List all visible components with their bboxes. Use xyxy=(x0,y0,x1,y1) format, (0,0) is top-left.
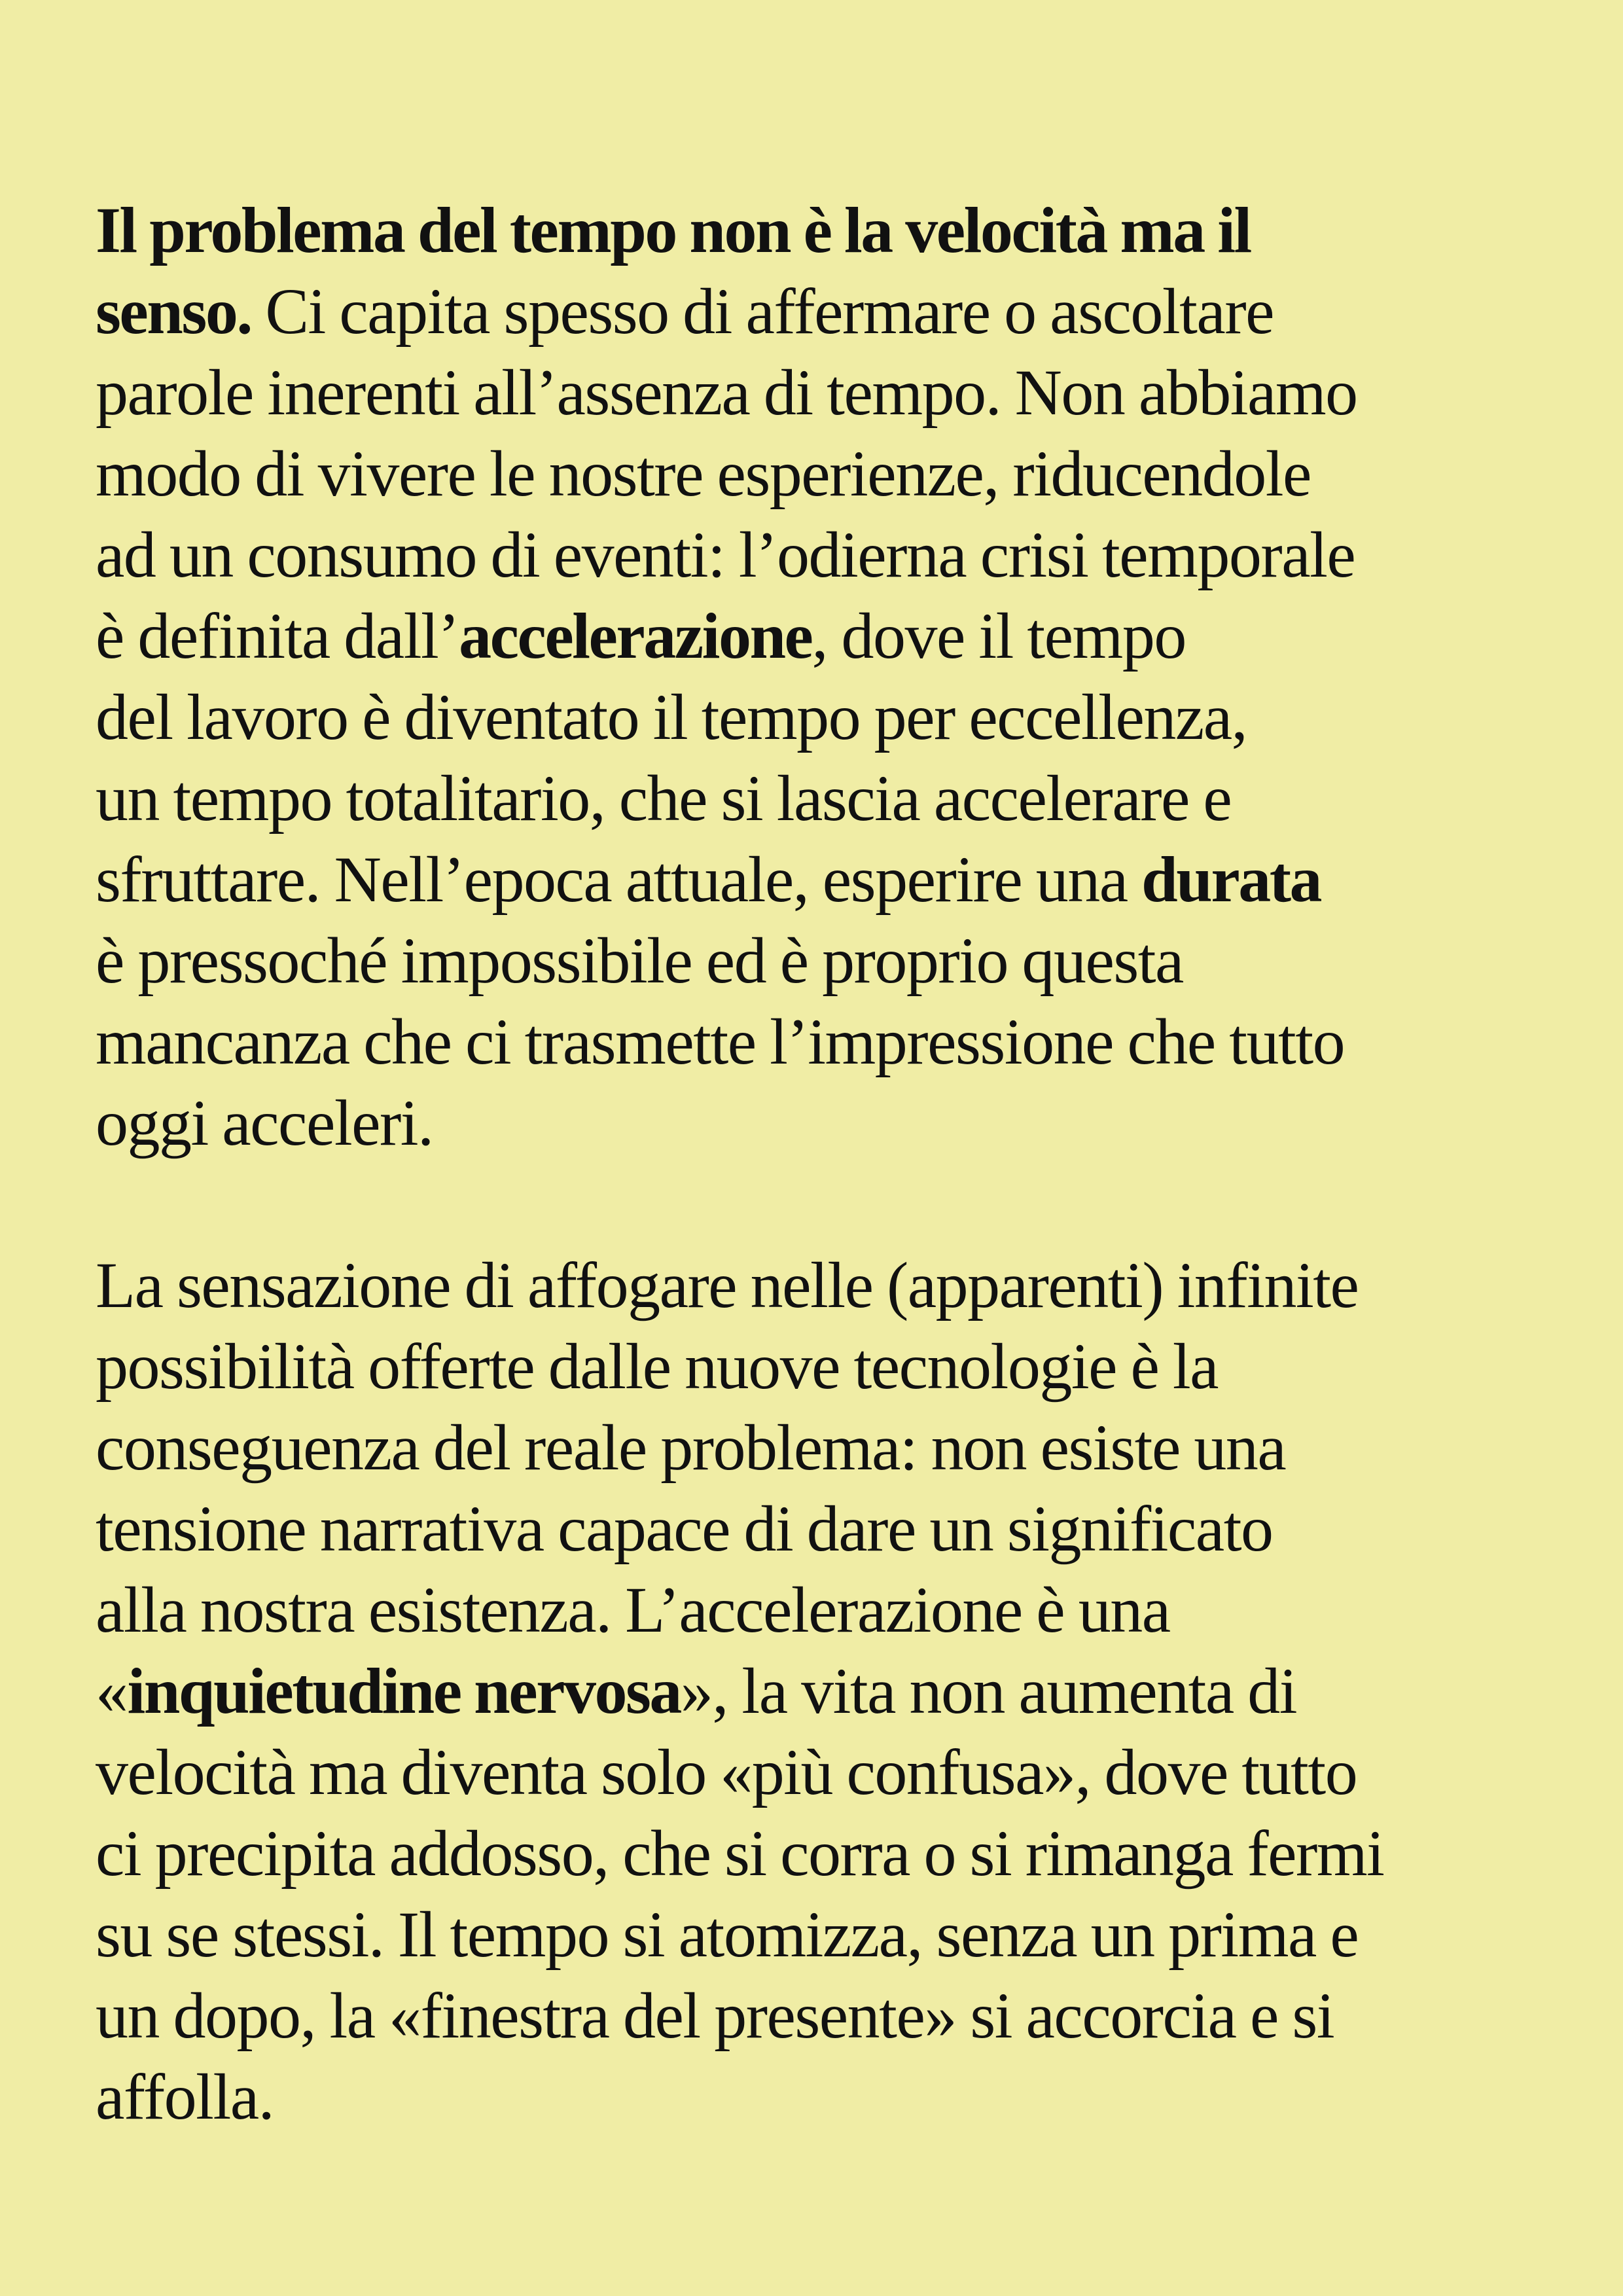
bold-phrase: Il problema del tempo non è la velocità ma il xyxy=(96,194,1251,266)
paragraph-2-line-9: su se stessi. Il tempo si atomizza, senza un prima e xyxy=(96,1898,1359,1971)
text-run: , dove il tempo xyxy=(812,600,1186,672)
paragraph-1-line-12: oggi acceleri. xyxy=(96,1086,433,1159)
paragraph-2-line-7: velocità ma diventa solo «più confusa», dove tutto xyxy=(96,1736,1357,1808)
text-run: sfruttare. Nell’epoca attuale, esperire una xyxy=(96,843,1142,916)
text-run: è definita dall’ xyxy=(96,600,459,672)
paragraph-2-line-1: La sensazione di affogare nelle (apparenti) infinite xyxy=(96,1249,1359,1321)
paragraph-1-line-10: è pressoché impossibile ed è proprio questa xyxy=(96,924,1183,997)
paragraph-1 xyxy=(96,190,1561,1164)
text-run: « xyxy=(96,1655,128,1727)
paragraph-1-line-9 xyxy=(96,839,1561,920)
bold-phrase: durata xyxy=(1141,843,1321,916)
bold-phrase: senso. xyxy=(96,275,251,348)
paragraph-2 xyxy=(96,1245,1561,2138)
paragraph-2-line-2: possibilità offerte dalle nuove tecnologie è la xyxy=(96,1330,1219,1403)
paragraph-1-line-5: ad un consumo di eventi: l’odierna crisi temporale xyxy=(96,518,1355,591)
paragraph-1-line-11: mancanza che ci trasmette l’impressione che tutto xyxy=(96,1005,1345,1078)
paragraph-2-line-4: tensione narrativa capace di dare un significato xyxy=(96,1492,1273,1565)
paragraph-2-line-11: affolla. xyxy=(96,2060,274,2133)
paragraph-1-line-1 xyxy=(96,190,1561,271)
bold-phrase: accelerazione xyxy=(459,600,812,672)
text-run: Ci capita spesso di affermare o ascoltare xyxy=(251,275,1274,348)
paragraph-2-line-6 xyxy=(96,1651,1561,1732)
paragraph-1-line-2 xyxy=(96,271,1561,352)
paragraph-2-line-10: un dopo, la «finestra del presente» si accorcia e si xyxy=(96,1979,1334,2052)
paragraph-2-line-5: alla nostra esistenza. L’accelerazione è una xyxy=(96,1573,1170,1646)
paragraph-2-line-3: conseguenza del reale problema: non esiste una xyxy=(96,1411,1286,1484)
paragraph-1-line-7: del lavoro è diventato il tempo per eccellenza, xyxy=(96,681,1247,753)
paragraph-1-line-3: parole inerenti all’assenza di tempo. Non abbiamo xyxy=(96,356,1357,429)
paragraph-1-line-6 xyxy=(96,596,1561,677)
paragraph-1-line-4: modo di vivere le nostre esperienze, riducendole xyxy=(96,437,1311,510)
paragraph-2-line-8: ci precipita addosso, che si corra o si rimanga fermi xyxy=(96,1817,1384,1890)
text-run: », la vita non aumenta di xyxy=(680,1655,1297,1727)
bold-phrase: inquietudine nervosa xyxy=(127,1655,681,1727)
paragraph-1-line-8: un tempo totalitario, che si lascia accelerare e xyxy=(96,762,1232,834)
text-block xyxy=(96,190,1561,2138)
